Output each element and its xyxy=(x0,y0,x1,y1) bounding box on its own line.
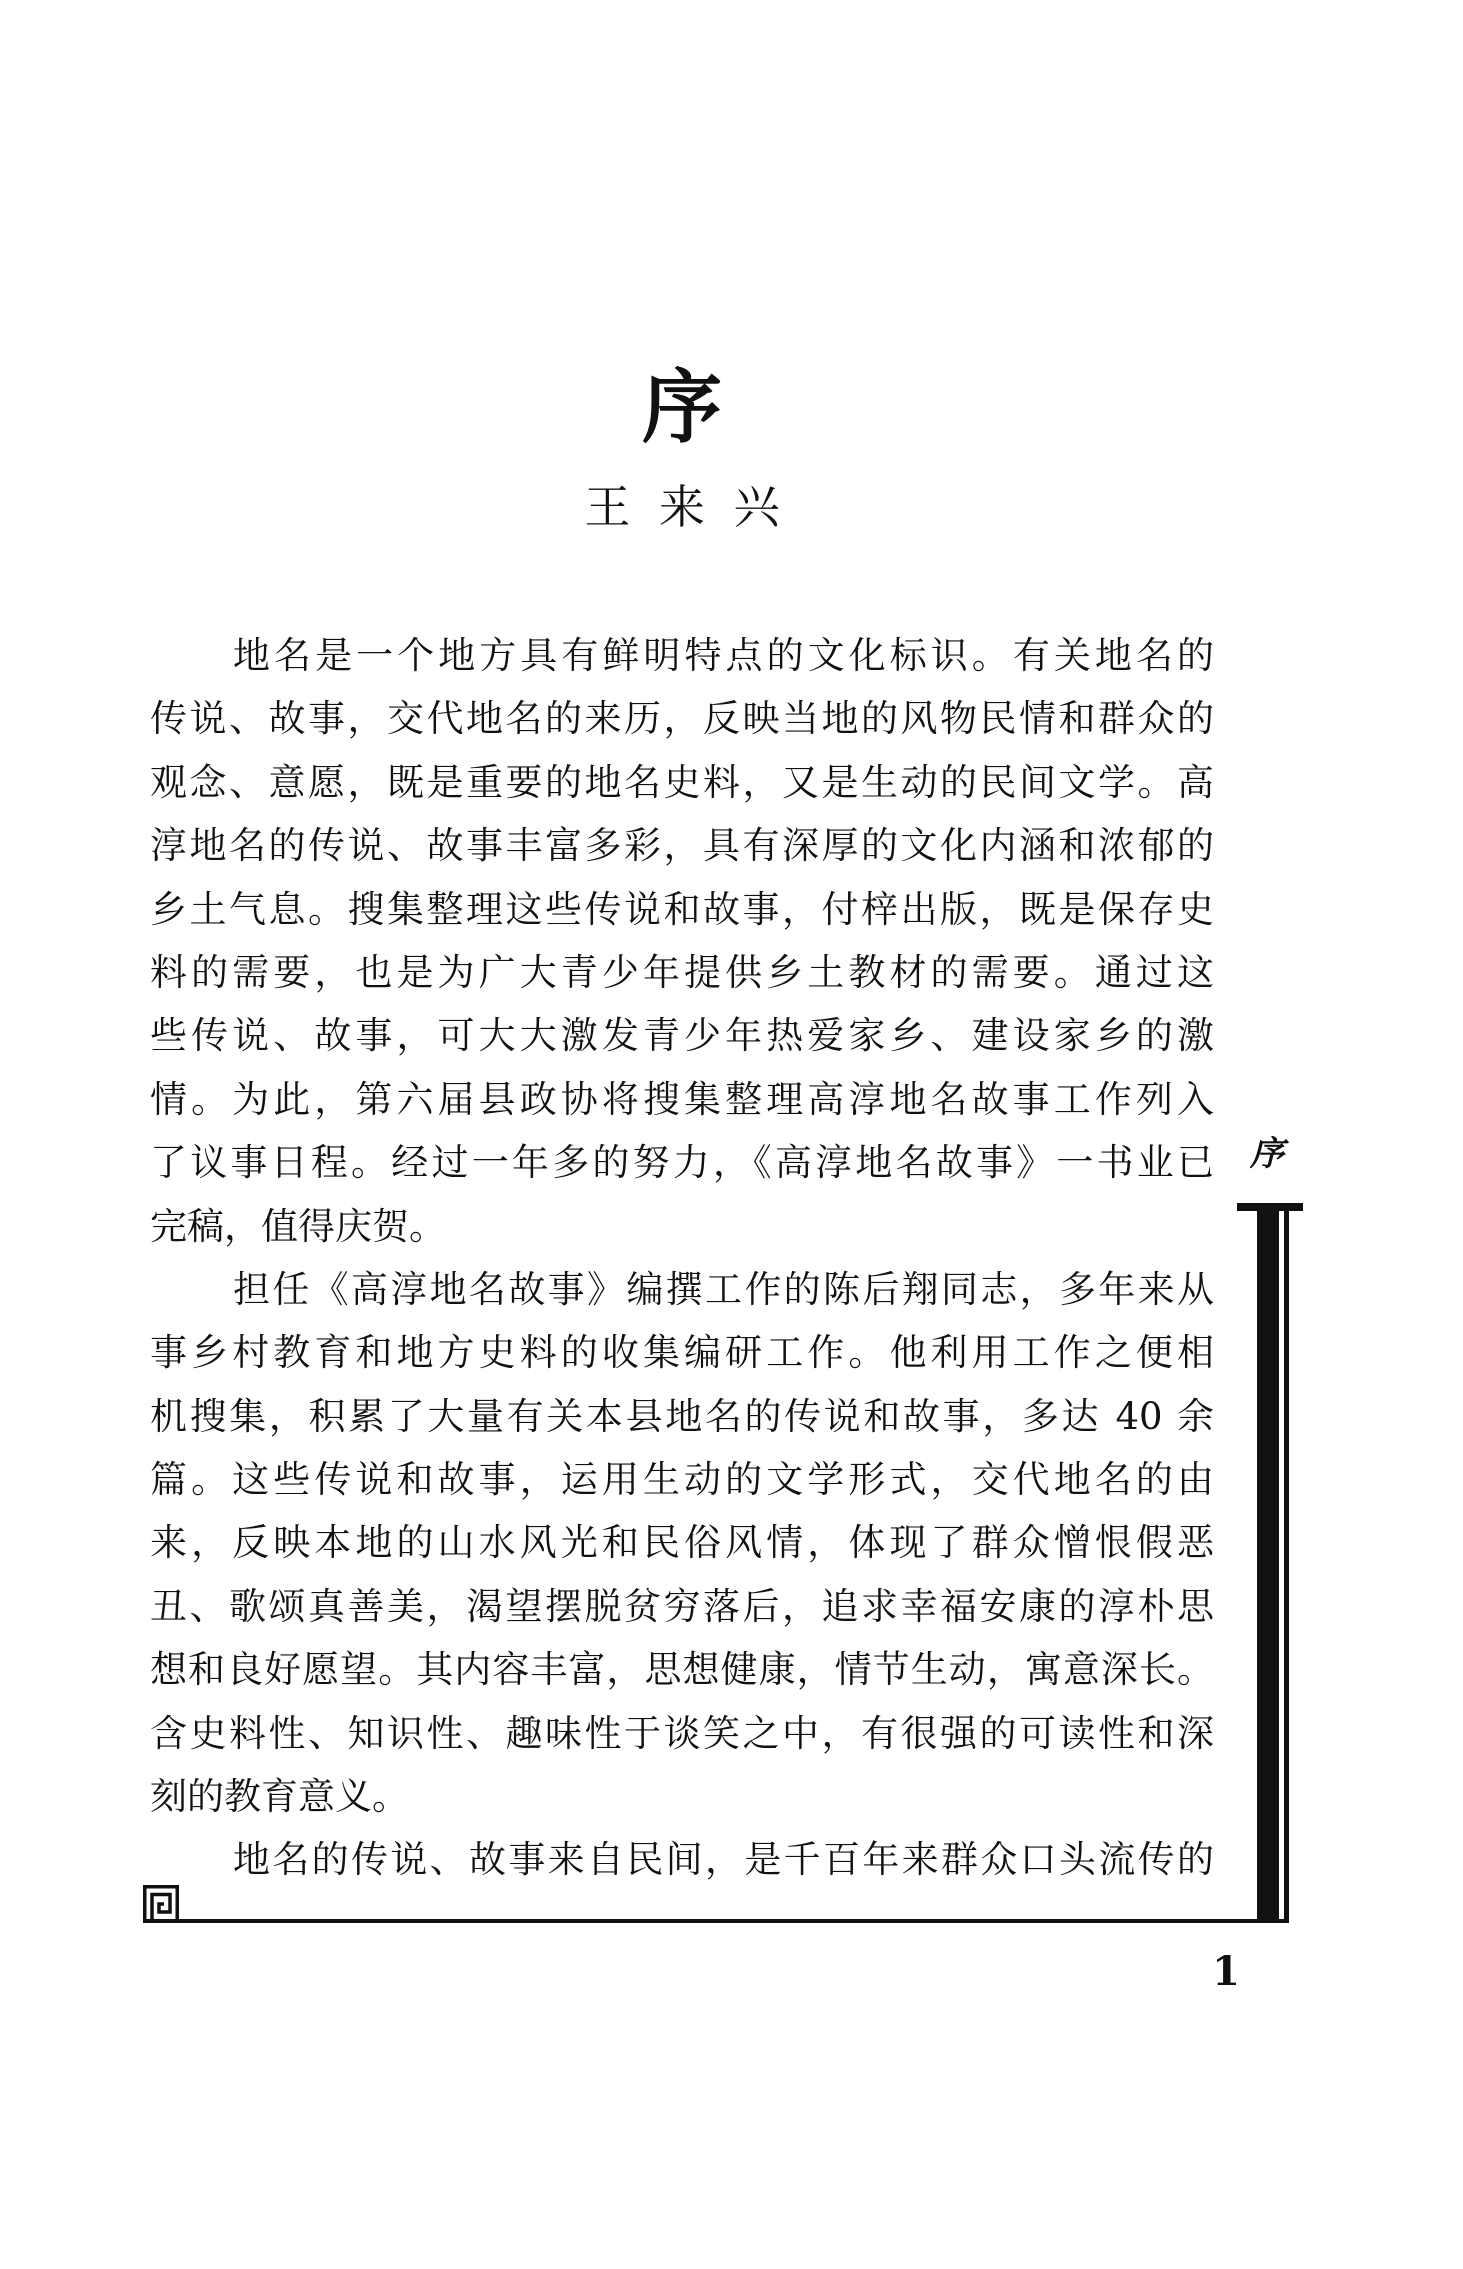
paragraph-2 xyxy=(150,1258,1214,1829)
author-name: 王 来 兴 xyxy=(584,480,787,534)
text-line: 情。为此，第六届县政协将搜集整理高淳地名故事工作列入 xyxy=(150,1077,1214,1121)
page-number: 1 xyxy=(1212,1948,1240,1995)
text-line: 刻的教育意义。 xyxy=(150,1775,409,1819)
page-title: 序 xyxy=(642,360,722,454)
paragraph-1 xyxy=(150,624,1214,1258)
text-line: 淳地名的传说、故事丰富多彩，具有深厚的文化内涵和浓郁的 xyxy=(150,824,1214,868)
paragraph-3 xyxy=(150,1828,1214,1891)
text-line: 机搜集，积累了大量有关本县地名的传说和故事，多达 40 余 xyxy=(150,1394,1214,1438)
text-line: 了议事日程。经过一年多的努力，《高淳地名故事》一书业已 xyxy=(150,1141,1214,1185)
meander-ornament-icon xyxy=(143,1885,179,1921)
text-line: 事乡村教育和地方史料的收集编研工作。他利用工作之便相 xyxy=(150,1331,1214,1375)
text-line: 地名的传说、故事来自民间，是千百年来群众口头流传的 xyxy=(233,1838,1214,1882)
text-line: 来，反映本地的山水风光和民俗风情，体现了群众憎恨假恶 xyxy=(150,1521,1214,1565)
text-line: 些传说、故事，可大大激发青少年热爱家乡、建设家乡的激 xyxy=(150,1014,1214,1058)
body-text xyxy=(150,624,1214,1892)
text-line: 料的需要，也是为广大青少年提供乡土教材的需要。通过这 xyxy=(150,950,1214,994)
text-line: 想和良好愿望。其内容丰富，思想健康，情节生动，寓意深长。 xyxy=(150,1648,1214,1692)
text-line: 观念、意愿，既是重要的地名史料，又是生动的民间文学。高 xyxy=(150,760,1214,804)
text-line: 传说、故事，交代地名的来历，反映当地的风物民情和群众的 xyxy=(150,697,1214,741)
side-bar-thick xyxy=(1257,1203,1279,1922)
text-line: 丑、歌颂真善美，渴望摆脱贫穷落后，追求幸福安康的淳朴思 xyxy=(150,1584,1214,1628)
text-line: 篇。这些传说和故事，运用生动的文学形式，交代地名的由 xyxy=(150,1458,1214,1502)
side-bar-thin xyxy=(1284,1211,1289,1922)
text-line: 担任《高淳地名故事》编撰工作的陈后翔同志，多年来从 xyxy=(233,1267,1214,1311)
text-line: 乡土气息。搜集整理这些传说和故事，付梓出版，既是保存史 xyxy=(150,887,1214,931)
running-head: 序 xyxy=(1250,1134,1284,1174)
text-line: 完稿，值得庆贺。 xyxy=(150,1204,446,1248)
text-line: 地名是一个地方具有鲜明特点的文化标识。有关地名的 xyxy=(233,634,1214,677)
bottom-rule xyxy=(143,1919,1289,1923)
text-line: 含史料性、知识性、趣味性于谈笑之中，有很强的可读性和深 xyxy=(150,1711,1214,1755)
